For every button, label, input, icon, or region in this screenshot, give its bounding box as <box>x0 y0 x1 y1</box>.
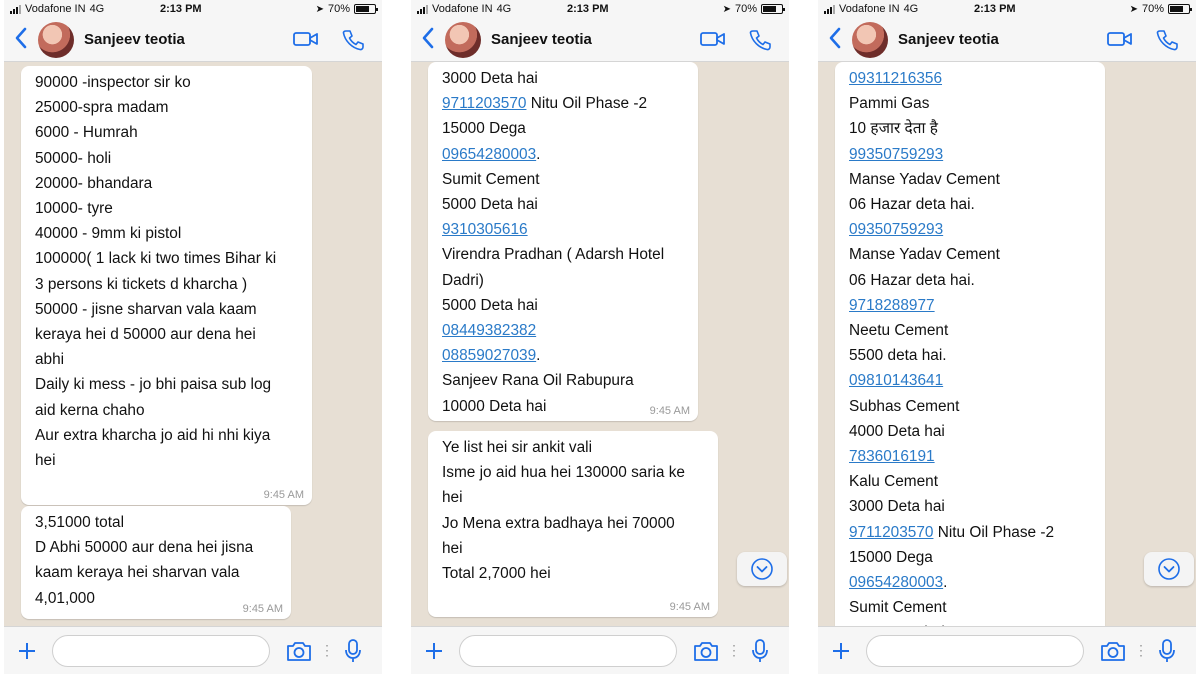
message-line: 10 हजार देता है <box>849 120 938 138</box>
message-line <box>849 293 1095 318</box>
status-bar <box>4 0 382 18</box>
message-line: 3,51000 total <box>35 514 124 531</box>
battery-icon <box>761 4 783 14</box>
plus-icon <box>425 642 443 660</box>
message-line: 6000 - Humrah <box>35 124 138 142</box>
message-line-suffix: Nitu Oil Phase -2 <box>526 95 648 113</box>
message-line <box>442 91 688 116</box>
message-timestamp: 9:45 AM <box>669 601 710 613</box>
battery-percent: 70% <box>327 3 350 15</box>
message-line: 90000 -inspector sir ko <box>35 74 191 91</box>
message-line: 20000- bhandara <box>35 174 153 192</box>
camera-icon[interactable] <box>286 640 312 662</box>
battery-percent: 70% <box>734 3 757 15</box>
message-line <box>849 368 1095 393</box>
network-label: 4G <box>903 3 919 15</box>
message-timestamp: 9:45 AM <box>242 603 283 615</box>
message-line: Subhas Cement <box>849 397 960 415</box>
message-line <box>442 343 688 368</box>
battery-icon <box>1168 4 1190 14</box>
message-line: 10000 Deta hai <box>442 397 547 415</box>
message-line-suffix: . <box>943 574 948 592</box>
message-line-suffix: . <box>536 347 541 365</box>
message-line-suffix: Nitu Oil Phase -2 <box>933 523 1055 541</box>
location-arrow-icon: ➤ <box>1129 3 1138 15</box>
plus-icon <box>18 642 36 660</box>
location-arrow-icon: ➤ <box>722 3 731 15</box>
message-line: hei <box>35 452 56 470</box>
avatar[interactable] <box>445 22 481 58</box>
attach-button[interactable] <box>828 637 854 665</box>
separator-dots: ⋮ <box>1134 642 1148 658</box>
message-line: Daily ki mess - jo bhi paisa sub log <box>35 376 272 394</box>
location-arrow-icon: ➤ <box>315 3 324 15</box>
message-line: 15000 Dega <box>442 120 526 138</box>
message-line: Manse Yadav Cement <box>849 246 1000 264</box>
message-line <box>442 318 688 343</box>
battery-percent: 70% <box>1141 3 1164 15</box>
message-line <box>849 142 1095 167</box>
chevron-down-circle-icon <box>750 557 774 581</box>
input-bar <box>4 626 382 674</box>
message-line: Ye list hei sir ankit vali <box>442 439 592 456</box>
carrier-label: Vodafone IN <box>25 3 86 15</box>
message-timestamp: 9:45 AM <box>263 489 304 501</box>
message-line-suffix: . <box>536 145 541 163</box>
message-line: 4000 Deta hai <box>849 422 945 440</box>
message-line <box>849 520 1095 545</box>
avatar[interactable] <box>38 22 74 58</box>
microphone-icon[interactable] <box>1158 638 1176 664</box>
message-line: Kalu Cement <box>849 473 938 491</box>
back-button[interactable] <box>411 20 445 60</box>
camera-icon[interactable] <box>693 640 719 662</box>
phone-screen-2 <box>411 0 789 674</box>
video-camera-icon[interactable] <box>699 29 727 49</box>
message-bubble[interactable] <box>835 62 1105 642</box>
status-bar <box>818 0 1196 18</box>
message-line: Pammi Gas <box>849 95 930 113</box>
message-line <box>849 217 1095 242</box>
camera-icon[interactable] <box>1100 640 1126 662</box>
phone-number-link[interactable]: 09654280003 <box>849 574 944 592</box>
message-line: 40000 - 9mm ki pistol <box>35 225 182 243</box>
phone-screen-3 <box>818 0 1196 674</box>
phone-number-link[interactable]: 9711203570 <box>442 95 527 113</box>
chevron-left-icon <box>828 27 842 49</box>
message-input[interactable] <box>52 635 270 667</box>
message-line: Neetu Cement <box>849 322 949 340</box>
message-line: 10000- tyre <box>35 200 113 218</box>
message-line: 3000 Deta hai <box>442 70 538 87</box>
message-line: Jo Mena extra badhaya hei 70000 <box>442 514 675 532</box>
message-bubble[interactable] <box>428 431 718 617</box>
phone-number-link[interactable]: 99350759293 <box>849 145 944 163</box>
message-line <box>849 66 1095 91</box>
signal-icon <box>10 5 21 14</box>
message-line: Sanjeev Rana Oil Rabupura <box>442 372 634 390</box>
message-line: hei <box>442 489 463 507</box>
message-line: Sumit Cement <box>849 599 947 617</box>
message-line: 50000- holi <box>35 149 112 167</box>
message-line: 06 Hazar deta hai. <box>849 271 975 289</box>
message-line <box>442 142 688 167</box>
chevron-left-icon <box>421 27 435 49</box>
chat-area[interactable] <box>818 62 1196 626</box>
input-bar <box>411 626 789 674</box>
phone-number-link[interactable]: 08859027039 <box>442 347 537 365</box>
chevron-down-circle-icon <box>1157 557 1181 581</box>
message-line: Isme jo aid hua hei 130000 saria ke <box>442 464 685 482</box>
video-camera-icon[interactable] <box>292 29 320 49</box>
status-time: 2:13 PM <box>974 3 1016 15</box>
phone-number-link[interactable]: 9310305616 <box>442 221 528 239</box>
message-bubble[interactable] <box>21 66 312 505</box>
message-bubble[interactable] <box>21 506 291 619</box>
message-line: Manse Yadav Cement <box>849 170 1000 188</box>
battery-icon <box>354 4 376 14</box>
contact-name[interactable]: Sanjeev teotia <box>898 31 999 48</box>
phone-number-link[interactable]: 9718288977 <box>849 296 935 314</box>
carrier-label: Vodafone IN <box>839 3 900 15</box>
separator-dots: ⋮ <box>727 642 741 658</box>
back-button[interactable] <box>818 20 852 60</box>
phone-number-link[interactable]: 09654280003 <box>442 145 537 163</box>
message-line: kaam keraya hei sharvan vala <box>35 564 240 582</box>
signal-icon <box>824 5 835 14</box>
phone-number-link[interactable]: 09810143641 <box>849 372 944 390</box>
contact-name[interactable]: Sanjeev teotia <box>491 31 592 48</box>
message-line: Dadri) <box>442 271 484 289</box>
message-line: 3000 Deta hai <box>849 498 945 516</box>
microphone-icon[interactable] <box>344 638 362 664</box>
network-label: 4G <box>496 3 512 15</box>
chat-header <box>818 18 1196 62</box>
message-line: 5000 Deta hai <box>442 196 538 214</box>
carrier-label: Vodafone IN <box>432 3 493 15</box>
phone-icon[interactable] <box>342 29 364 51</box>
phone-number-link[interactable]: 09311216356 <box>849 70 943 87</box>
chat-header <box>411 18 789 62</box>
input-bar <box>818 626 1196 674</box>
message-line: keraya hei d 50000 aur dena hei <box>35 326 256 344</box>
message-bubble[interactable] <box>428 62 698 421</box>
message-line: 06 Hazar deta hai. <box>849 196 975 214</box>
phone-number-link[interactable]: 08449382382 <box>442 322 537 340</box>
phone-icon[interactable] <box>749 29 771 51</box>
message-line: 100000( 1 lack ki two times Bihar ki <box>35 250 277 268</box>
signal-icon <box>417 5 428 14</box>
message-line: aid kerna chaho <box>35 401 145 419</box>
attach-button[interactable] <box>421 637 447 665</box>
message-line: 4,01,000 <box>35 589 95 607</box>
chat-area[interactable] <box>4 62 382 626</box>
message-line: hei <box>442 539 463 557</box>
status-bar <box>411 0 789 18</box>
back-button[interactable] <box>4 20 38 60</box>
message-line: 5500 deta hai. <box>849 347 947 365</box>
message-line: 3 persons ki tickets d kharcha ) <box>35 275 248 293</box>
status-time: 2:13 PM <box>160 3 202 15</box>
message-line: Virendra Pradhan ( Adarsh Hotel <box>442 246 665 264</box>
phone-number-link[interactable]: 9711203570 <box>849 523 934 541</box>
avatar[interactable] <box>852 22 888 58</box>
scroll-to-bottom-button[interactable] <box>737 552 787 586</box>
message-input[interactable] <box>866 635 1084 667</box>
message-line: 50000 - jisne sharvan vala kaam <box>35 300 257 318</box>
message-line <box>442 217 688 242</box>
phone-number-link[interactable]: 7836016191 <box>849 448 935 466</box>
network-label: 4G <box>89 3 105 15</box>
message-line: abhi <box>35 351 65 369</box>
chat-header <box>4 18 382 62</box>
message-line <box>849 570 1095 595</box>
scroll-to-bottom-button[interactable] <box>1144 552 1194 586</box>
chat-area[interactable] <box>411 62 789 626</box>
message-line: Total 2,7000 hei <box>442 565 551 583</box>
message-timestamp: 9:45 AM <box>649 405 690 417</box>
phone-screen-1 <box>4 0 382 674</box>
contact-name[interactable]: Sanjeev teotia <box>84 31 185 48</box>
phone-icon[interactable] <box>1156 29 1178 51</box>
chevron-left-icon <box>14 27 28 49</box>
message-input[interactable] <box>459 635 677 667</box>
message-line: D Abhi 50000 aur dena hei jisna <box>35 539 254 557</box>
video-camera-icon[interactable] <box>1106 29 1134 49</box>
plus-icon <box>832 642 850 660</box>
message-line: 5000 Deta hai <box>442 296 538 314</box>
status-time: 2:13 PM <box>567 3 609 15</box>
message-line: 15000 Dega <box>849 548 933 566</box>
phone-number-link[interactable]: 09350759293 <box>849 221 944 239</box>
separator-dots: ⋮ <box>320 642 334 658</box>
message-line: Aur extra kharcha jo aid hi nhi kiya <box>35 426 271 444</box>
microphone-icon[interactable] <box>751 638 769 664</box>
attach-button[interactable] <box>14 637 40 665</box>
message-line: 25000-spra madam <box>35 99 169 117</box>
message-line <box>849 444 1095 469</box>
message-line: Sumit Cement <box>442 170 540 188</box>
